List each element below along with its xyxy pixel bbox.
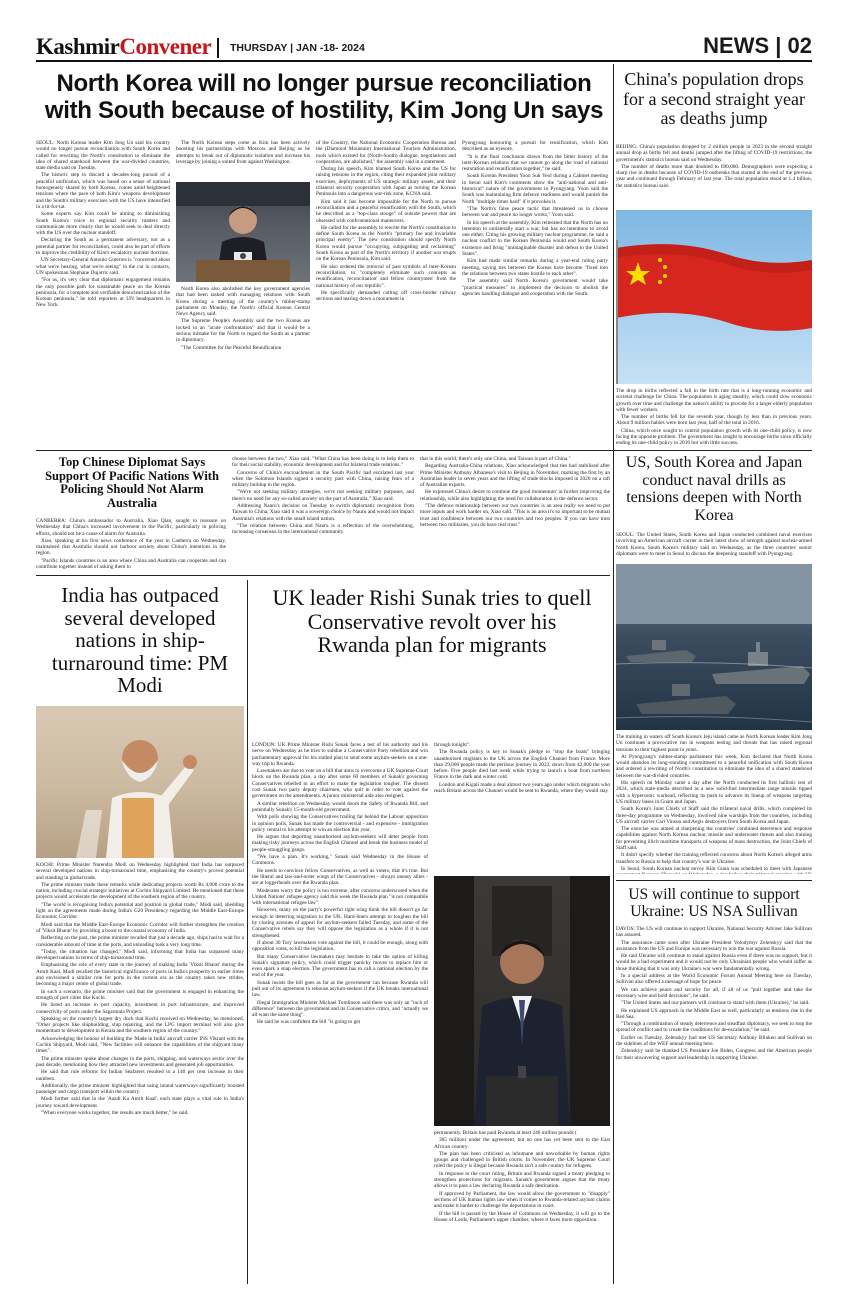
drills-top-text: SEOUL: The United States, South Korea and Japan conducted combined naval exercises involving an American aircraft carrier in their latest show of strength against nuclear-armed North Korea, South Korea's military said on Wednesday, as the three countries' senior diplomats were to meet in Seoul to discuss the deepening standoff with Pyongyang. — [616, 532, 812, 557]
headline-sunak-rwanda: UK leader Rishi Sunak tries to quell Conservative revolt over his Rwanda plan for migrants — [272, 585, 592, 657]
headline-india-ports: India has outpaced several developed nations in ship-turnaround time: PM Modi — [51, 583, 229, 697]
sunak-column-2-top: through tonight". The Rwanda policy is key to Sunak's pledge to "stop the boats" bringing unauthorised migrants to the UK across the English Channel from France. More than 29,000 people made the perilous journey in 2023, down from 42,000 the year before. Five people died last week while trying to launch a boat from northern France in the dark and winter cold. London and Kigali made a deal almost two years ago under which migrants who reach Britain across the Channel would be sent to Rwanda, where they would stay — [434, 742, 610, 795]
divider-right-column — [613, 64, 614, 1284]
kim-jong-un-photo — [176, 182, 310, 282]
divider-middle — [36, 575, 610, 576]
article-naval-drills — [616, 452, 812, 876]
headline-china-population: China's population drops for a second straight year as deaths jump — [623, 69, 805, 128]
china-flag-photo — [616, 210, 812, 384]
article-ukraine-support — [616, 884, 812, 1284]
ukraine-body-text: DAVOS: The US will continue to support Ukraine, National Security Adviser Jake Sullivan has assured. The assurance came soon after Ukraine President Volodymyr Zelenskyy said that the assistance from the US and Europe was necessary to win the war against Russia. He said Ukraine will continue to stand against Russia even if there was no support, but it would be a bad experiment and it would not be only Ukrainian people who would suffer as those thinking that it was only Ukraine's war were fundamentally wrong. In a special address at the World Economic Forum Annual Meeting here on Tuesday, Sullivan also offered a message of hope for peace. We can achieve peace and security for all, if all of us "pull together and take the necessary wise and bold decisions", he said. "The United States and our partners will continue to stand with them (Ukraine)," he said. He explained US approach in the Middle East as well, particularly as tensions rise in the Red Sea. "Through a combination of steady deterrence and steadfast diplomacy, we seek to stop the spread of conflict and to create the conditions for de-escalation," he said. Earlier on Tuesday, Zelenskyy had met US Secretary Anthony Blinken and Sullivan on the sidelines of the WEF annual meeting here. Zelenskyy said he thanked US President Joe Biden, Congress and the American people for their unwavering support and leadership in supporting Ukraine. — [616, 926, 812, 1061]
kim-speech-illustration — [176, 182, 310, 282]
divider-india — [247, 580, 248, 1284]
nk-column-1: SEOUL: North Korean leader Kim Jong Un said his country would no longer pursue reconciliation with South Korea and called for rewriting the North's constitution to eliminate the idea of shared statehood between the war-divided countries, state media said on Tuesday. The historic step to discard a decades-long pursuit of a peaceful unification, which was based on a sense of national homogeneity shared by both Koreas, comes amid heightened tensions where the pace of both Kim's weapons development and the South's military exercises with the US have intensified in a tit-for-tat. Some experts say Kim could be aiming to diminishing South Korea's voice in regional security matters and communicate more clearly that he would seek to deal directly with the US over the nuclear standoff. Declaring the South as a permanent adversary, not as a potential partner for reconciliation, could also be part of efforts to improve the credibility of Kim's escalatory nuclear doctrine. UN Secretary-General Antonio Guterres is "concerned about what we're hearing, what we're seeing" in the cut in contacts, UN spokesman Stephane Dujarric said. "For us, it's very clear that diplomatic engagement remains the only possible path for sustainable peace on the Korean peninsula, for a complete and verifiable denuclearization of the Korean peninsula," he told reporters at UN headquarters in New York. — [36, 140, 170, 309]
headline-ukraine-support: US will continue to support Ukraine: US NSA Sullivan — [628, 886, 800, 920]
masthead — [0, 0, 848, 62]
diplomat-column-1: CANBERRA: China's ambassador to Australia, Xiao Qian, sought to reassure on Wednesday that China's increased involvement in the Pacific, particularly in policing efforts, should not be a cause of alarm for Australia. Xiao, speaking at his first news conference of the year in Canberra on Wednesday, maintained that Australia should not harbour anxiety about China's intentions in the region. "Pacific Islands countries is an area where China and Australia can cooperate and can contribute together instead of asking them to — [36, 518, 226, 571]
masthead-separator — [217, 38, 219, 58]
nk-column-2-bottom: North Korea also abolished the key government agencies that had been tasked with managing relations with South Korea during a meeting of the country's rubber-stamp parliament on Monday, the North's official Korean Central News Agency said. The Supreme People's Assembly said the two Koreas are locked in an "acute confrontation" and that it would be a serious mistake for the North to regard the South as a partner in diplomacy. "The Committee for the Peaceful Reunification — [176, 286, 310, 351]
sunak-column-2-bottom: permanently. Britain has paid Rwanda at least 240 million pounds ( 305 million) under the agreement, but no one has yet been sent to the East African country. The plan has been criticised as inhumane and unworkable by human rights groups and challenged in British courts. In November, the UK Supreme Court ruled the policy is illegal because Rwanda isn't a safe country for refugees. In response to the court ruling, Britain and Rwanda signed a treaty pledging to strengthen protections for migrants. Sunak's government argues that the treaty allows it to pass a law declaring Rwanda a safe destination. If approved by Parliament, the law would allow the government to "disapply" sections of UK human rights law when it comes to Rwanda-related asylum claims and make it harder to challenge the deportations in court. If the bill is passed by the House of Commons on Wednesday, it will go to the House of Lords, Parliament's upper chamber, where it faces more opposition. — [434, 1130, 610, 1223]
nk-column-2-top: The North Korean steps come as Kim has been actively boosting his partnerships with Moscow and Beijing as he attempts to break out of diplomatic isolation and increase his leverage by joining a united front against Washington. — [176, 140, 310, 165]
headline-chinese-diplomat: Top Chinese Diplomat Says Support Of Pacific Nations With Policing Should Not Alarm Australia — [45, 455, 219, 510]
china-pop-top-text: BEIJING: China's population dropped by 2 million people in 2023 in the second straight annual drop as births fell and deaths jumped after the lifting of COVID-19 restrictions, the government's statistics bureau said on Wednesday. The number of deaths more than doubled to 690,000. Demographers were expecting a sharp rise in deaths because of COVID-19 outbreaks that started at the end of the previous year and continued through February of last year. The total population stood at 1.4 billion, the statistics bureau said. — [616, 144, 812, 189]
article-chinese-diplomat — [36, 454, 610, 572]
section-label: NEWS | 02 — [703, 33, 812, 58]
sunak-column-1: LONDON: UK Prime Minister Rishi Sunak faces a test of his authority and his nerve on Wednesday as he tries to subdue a Conservative Party rebellion and win parliamentary approval for his stalled plan to send some asylum-seekers on a one-way trip to Rwanda. Lawmakers are due to vote on a bill that aims to overcome a UK Supreme Court block on the Rwanda plan, a day after some 60 members of Sunak's governing Conservatives rebelled in an effort to make the legislation tougher. The dissent cost Sunak two party deputy chairmen, who quit in order to vote against the government on the amendments. A junior ministerial aide also resigned. A similar rebellion on Wednesday would doom the Safety of Rwanda Bill, and potentially Sunak's 15-month-old government. With polls showing the Conservatives trailing far behind the Labour opposition in opinion polls, Sunak has made the controversial - and expensive - immigration policy central to his attempt to win an election this year. He argues that deporting unauthorised asylum-seekers will deter people from making risky journeys across the English Channel and break the business model of people-smuggling gangs. "We have a plan. It's working," Sunak said Wednesday in the House of Commons. He needs to convince fellow Conservatives, as well as voters, that it's true. But the liberal and law-and-order wings of the Conservatives - always uneasy allies - are at loggerheads over the Rwanda plan. Moderates worry the policy is too extreme, after concerns underscored when the United Nations' refugee agency said this week the Rwanda plan "is not compatible with international refugee law". However, many on the party's powerful right wing think the bill doesn't go far enough in deterring migration to the UK. Hard-liners attempt to toughen the bill by closing avenues of appeal for asylum-seekers failed Tuesday, and some of the Conservative rebels say they will oppose the legislation as a whole if it is not strengthened. If about 30 Tory lawmakers vote against the bill, it could be enough, along with opposition votes, to kill the legislation. But many Conservative lawmakers may hesitate to take the option of killing Sunak's signature policy, which could trigger panicky moves to replace him or even spark a snap election. The government has to call a national election by the end of the year. Sunak insists the bill goes as far as the government can because Rwanda will pull out of its agreement to rehouse asylum-seekers if the UK breaks international law. Illegal Immigration Minister Michael Tomlinson said there was only an "inch of difference" between the government and its Conservative critics, and "actually we all want the same thing". He said he was confident the bill "is going to get — [252, 742, 428, 1026]
divider-top — [36, 450, 812, 451]
waving-flag-illustration — [616, 210, 812, 384]
article-sunak-rwanda — [252, 580, 610, 1284]
nk-column-3: of the Country, the National Economic Cooperation Bureau and the (Diamond Mountain) International Tourism Administration, tools which existed for (North-South) dialogue, negotiations and cooperation, are abolished," the assembly said in a statement. During his speech, Kim blamed South Korea and the US for raising tensions in the region, citing their expanded joint military exercises, deployments of US strategic military assets, and their trilateral security cooperation with Japan as turning the Korean Peninsula into a dangerous war-risk zone, KCNA said. Kim said it has become impossible for the North to pursue reconciliation and a peaceful reunification with the South, which he described as a "top-class stooge" of outside powers that are obsessed with confrontational maneuvers. He called for the assembly to rewrite the North's constitution to define South Korea as the North's "primary foe and invariable principal enemy". The new constitution should specify North Korea would pursue "occupying, subjugating and reclaiming" South Korea as part of the North's territory if another war erupts on the Korean Peninsula, Kim said. He also ordered the removal of past symbols of inter-Korean reconciliation, to "completely eliminate such concepts as reunification, reconciliation' and fellow countrymen' from the national history of our republic". He specifically demanded cutting off cross-border railway sections and tearing down a monument in — [316, 140, 456, 303]
rishi-sunak-photo — [434, 876, 610, 1126]
diplomat-column-2: choose between the two," Xiao said. "What China has been doing is to help them to for their social stability, economic development and for bilateral trade relations." Concerns of China's encroachment in the South Pacific had escalated last year when the Solomon Islands signed a security pact with China, raising fears of a military buildup in the region. "We're not seeking military strategies, we're not seeking military purposes, and there's no need for any so-called anxiety on the part of Australia," Xiao said. Addressing Nauru's decision on Tuesday to switch diplomatic recognition from Taiwan to China, Xiao said it was a sovereign choice by Nauru and would not impact Australia's relations with the small island nation. "The relation between China and Nauru is a reflection of the overwhelming, increasing consensus in the international community — [232, 456, 414, 536]
modi-waving-illustration — [36, 706, 244, 858]
diplomat-column-3: that in this world, there's only one China, and Taiwan is part of China." Regarding Australia-China relations, Xiao acknowledged that ties had stabilised after Prime Minister Anthony Albanese's visit to Beijing in November, marking the first by an Australian leader in seven years and the lifting of trade blocks imposed in 2020 on a raft of Australian exports. He expressed China's desire to continue the good momentum' in further improving the relationship, while also highlighting the need for collaboration in the defence sector. "The defence relationship between our two countries is an area really we need to put more inputs and work harder on, Xiao said. "This is an area it's so important to be mutual trust and confidence between our two countries and two peoples. If you can have trust between two militaries, you do have real trust." — [420, 456, 610, 528]
china-pop-bottom-text: The drop in births reflected a fall in the birth rate that is a long-running economic and societal challenge for China. The population is aging steadily, which could slow economic growth over time and challenge the nation's ability to provide for a larger elderly population with fewer workers. The number of births fell for the seventh year, though by less than in previous years. About 9 million babies were born last year, half of the total in 2016. China, which once sought to control population growth with its one-child policy, is now facing the opposite problem. The government has sought to encourage births since officially ending its one-child policy in 2016 but with little success. — [616, 388, 812, 446]
drills-bottom-text: The training in waters off South Korea's Jeju island came as North Korean leader Kim Jong Un continues a provocative run in weapons testing and threats that has raised regional tensions to their highest point in years. At Pyongyang's rubber-stamp parliament this week, Kim declared that North Korea would abandon its long-standing commitment to a peaceful unification with South Korea and ordered a rewriting of North's constitution to eliminate the idea of a shared statehood between the war-divided countries. His speech on Monday came a day after the North conducted its first ballistic test of 2024, which state-media described as a new solid-fuel intermediate range missile tipped with a hypersonic warhead, reflecting its push to advance its lineup of weapons targeting US military bases in Guam and Japan. South Korea's Joint Chiefs of Staff said the trilateral naval drills, which completed its three-day programme on Wednesday, involved nine warships from the countries, including US aircraft carrier Carl Vinson and Aegis destroyers from South Korea and Japan. The exercise was aimed at sharpening the countries' combined deterrence and response capabilities against North Korean nuclear, missile and underwater threats and also training for preventing illicit maritime transports of weapons of mass destruction, the Joint Chiefs of Staff said. It didn't specify whether the training reflected concerns about North Korea's alleged arms transfers to Russia to help that country's war in Ukraine. In Seoul, South Korean nuclear envoy Kim Gunn was scheduled to meet with Japanese — [616, 734, 812, 872]
headline-north-korea: North Korea will no longer pursue reconciliation with South because of hostility, Kim Jong Un says — [44, 70, 604, 124]
naval-drills-photo — [616, 564, 812, 730]
warships-illustration — [616, 564, 812, 730]
masthead-rule — [36, 60, 812, 62]
sunak-illustration — [434, 876, 610, 1126]
article-north-korea — [36, 64, 611, 446]
divider-ukraine — [616, 880, 812, 881]
article-china-population — [616, 64, 812, 448]
nk-column-4: Pyongyang honouring a pursuit for reunification, which Kim described as an eyesore. "It is the final conclusion drawn from the bitter history of the inter-Korean relations that we cannot go along the road of national restoration and reunification together," he said. South Korean President Yoon Suk Yeol during a Cabinet meeting in Seoul said Kim's comments show the "anti-national and anti-historical" nature of the government in Pyongyang. Yoon said the South was maintaining firm defence readiness and would punish the North "multiple times hard" if it provokes it. "The North's false peace tactic that threatened us to choose between war and peace no longer works," Yoon said. In his speech at the assembly, Kim reiterated that the North has no intention to unilaterally start a war, but has no intentions to avoid one either. Citing his growing military nuclear programme, he said a nuclear conflict in the Korean Peninsula would end South Korea's existence and bring "unimaginable disaster and defeat to the United States". Kim had made similar remarks during a year-end ruling party meeting, saying ties between the Koreas have become "fixed into the relations between two states hostile to each other". The assembly said North Korea's government would take "practical measures" to implement the decision to abolish the agencies handling dialogue and cooperation with the South. — [462, 140, 608, 297]
issue-date: THURSDAY | JAN -18- 2024 — [230, 42, 365, 54]
newspaper-logo: KashmirConvener — [36, 34, 212, 59]
headline-naval-drills: US, South Korea and Japan conduct naval drills as tensions deepen with North Korea — [625, 454, 803, 524]
article-india-ports — [36, 580, 244, 1284]
pm-modi-photo — [36, 706, 244, 858]
india-body-text: KOCHI: Prime Minister Narendra Modi on Wednesday highlighted that India has outpaced several developed nations in ship-turnaround time, emphasising the country's proven potential and standing in global trade. The prime minister made these remarks while dedicating projects worth Rs 4,000 crore to the nation, including crucial strategic initiatives at Cochin Shipyard Limited. He mentioned that these projects would accelerate the development of the southern region of the country. "The world is recognising India's potential and position in global trade," Modi said, shedding light on the agreements made during India's G20 Presidency regarding the Middle East-Europe Economic Corridor. Modi said that the Middle East-Europe Economic Corridor will further strengthen the creation of 'Viksit Bharat' by providing a boost to the coastal economy of India. Reflecting on the past, the prime minister recalled that just a decade ago, ships had to wait for a considerable amount of time at the ports, and unloading took a very long time. "Today, the situation has changed," Modi said, informing that India has surpassed many developed nations in terms of ship-turnaround time. Emphasising the role of every state in the journey of making India 'Viksit Bharat' during the Amrit Kaal, Modi recalled the historical significance of ports in India's prosperity in earlier times and envisioned a similar role for ports in the current era as the country takes new strides, becoming a major centre of global trade. In such a scenario, the prime minister said that the government is engaged in enhancing the strength of port cities like Kochi. He listed an increase in port capacity, investment in port infrastructure, and improved connectivity of ports under the Sagarmala Project. Speaking on the country's largest dry dock that Kochi received on Wednesday, he mentioned, "Other projects like shipbuilding, ship repairing, and the LPG import terminal will also give momentum to development in Kerala and the southern region of the country." Acknowledging the honour of building the 'Made in India' aircraft carrier INS Vikrant with the Cochin Shipyard, Modi said, "New facilities will enhance the capabilities of the shipyard many times". The prime minister spoke about changes in the ports, shipping, and waterways sector over the past decade, mentioning how they attracted new investments and generated job opportunities. He said that rule reforms for Indian Seafarers resulted in a 140 per cent increase in their numbers. Additionally, the prime minister highlighted that using inland waterways significantly boosted passenger and cargo transport within the country. Modi further said that in the 'Aazdi Ka Amrit Kaal', each state plays a vital role in India's journey toward development. "When everyone works together, the results are much better," he said. — [36, 862, 244, 1116]
